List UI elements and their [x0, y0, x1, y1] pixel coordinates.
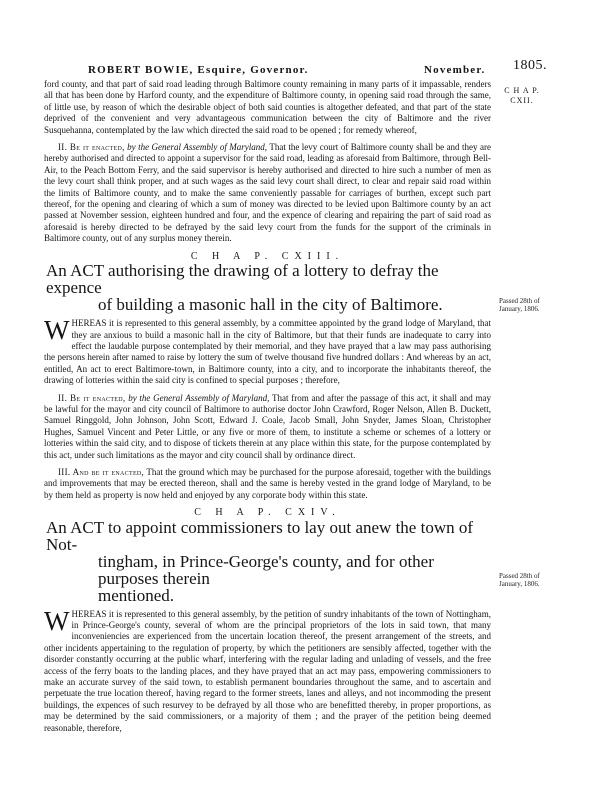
section-lead: II. Be it enacted, [58, 392, 126, 403]
header-month: November. [424, 64, 486, 76]
running-title: ROBERT BOWIE, Esquire, Governor. [88, 64, 309, 76]
section-authority: by the General Assembly of Maryland, [128, 392, 270, 403]
chap112-section-2 [44, 142, 491, 245]
chap113-section-3 [44, 467, 491, 501]
chap112-continuation: ford county, and that part of said road leading through Baltimore county remaining in many parts of it impassable, renders all that has been done by Harford county, and the expenditure of Baltimore county, in opening said road through the same, of little use, by reason of which the desirable object of both said counties is altogether defeated, and that part of the state deprived of the convenient and very advantageous communication between the city of Baltimore and the river Susquehanna, contemplated by the law which directed the said road to be opened ; for remedy whereof, [44, 79, 491, 135]
preamble-text: HEREAS it is represented to this general assembly, by the petition of sundry inhabitants of the town of Nottingham, in Prince-George's county, several of whom are the principal proprietors of the lots in said town, that many inconveniencies are experienced from the uncertain location thereof, the present arrangement of the streets, and other incidents appertaining to the regulation of property, by which the petitioners are sensibly affected, together with the disorder constantly occurring at the public wharf, interfering with the regular lading and unlading of vessels, and the free access of the ferry boats to the landing places, and they have prayed that an act may pass, empowering commissioners to make an accurate survey of the said town, to establish permanent boundaries throughout the same, and to ascertain and perpetuate the true location thereof, having regard to the former streets, lanes and alleys, and not incommoding the present buildings, the expences of such resurvey to be defrayed by all those who are benefitted thereby, in proper proportions, as may be determined by the said commissioners, or a majority of them ; and the prayer of the petition being deemed reasonable, therefore, [44, 608, 491, 733]
drop-cap: W [44, 605, 70, 636]
margin-chap-word: C H A P. [504, 86, 540, 95]
margin-note-passed-1: Passed 28th of January, 1806. [499, 297, 540, 313]
body-text-column [44, 79, 491, 740]
chap114-title-line-1: An ACT to appoint commissioners to lay out anew the town of Not- [46, 517, 474, 554]
section-text: That the levy court of Baltimore county shall be and they are hereby authorised and directed to appoint a supervisor for the said road, leading as aforesaid from Baltimore, through Bell-Air, to the Peach Bottom Ferry, and the said supervisor is hereby authorised and directed to hire such a number of men as the levy court shall think proper, and at such wages as the said levy court shall direct, to clear and repair said road within the limits of Baltimore county, and to make the same conveniently passable for carriages of burthen, except such part thereof, for the opening and clearing of which a sum of money was directed to be levied upon Baltimore county by an act passed at November session, eighteen hundred and four, and the expence of clearing and repairing the part of said road as aforesaid is hereby directed to be defrayed by the said levy court from the funds for the support of the criminals in Baltimore county, out of any surplus money therein. [44, 142, 491, 244]
preamble-text: HEREAS it is represented to this general assembly, by a committee appointed by the grand lodge of Maryland, that they are anxious to build a masonic hall in the city of Baltimore, but that their funds are inadequate to carry into effect the laudable purpose contemplated by their memorial, and they have prayed that a law may pass authorising the persons herein after named to raise by lottery the sum of twelve thousand five hundred dollars : And whereas by an act, entitled, An act to erect Baltimore-town, in Baltimore county, into a city, and to incorporate the inhabitants thereof, the drawing of lotteries within the said city is confined to special purposes ; therefore, [44, 318, 491, 386]
chap114-preamble [44, 605, 491, 734]
header-year: 1805. [513, 58, 547, 73]
chap113-section-2 [44, 393, 491, 461]
chap114-title-line-2: tingham, in Prince-George's county, and for other purposes therein [98, 551, 434, 588]
margin-note-passed-2: Passed 28th of January, 1806. [499, 572, 540, 588]
section-text: That the ground which may be purchased for the purpose aforesaid, together with the buildings and improvements that may be erected thereon, shall and the same is hereby vested in the grand lodge of Maryland, to be by them held as property is now held and enjoyed by any corporate body within this state. [44, 466, 491, 500]
section-lead: II. Be it enacted, [58, 142, 125, 153]
chap113-title-line-2: of building a masonic hall in the city of Baltimore. [98, 295, 443, 315]
chap113-heading: C H A P. CXIII. [190, 250, 345, 262]
margin-chapter-label [497, 86, 547, 106]
chap114-title [44, 519, 491, 604]
margin-chap-number: CXII. [510, 96, 534, 105]
section-lead: III. And be it enacted, [58, 466, 145, 477]
section-text: That from and after the passage of this act, it shall and may be lawful for the mayor and city council of Baltimore to authorise doctor John Crawford, Roger Nelson, Allen B. Duckett, Samuel Ringgold, John Johnson, John Scott, Edward J. Coale, Jacob Small, John Snyder, James Sloan, Christopher Hughes, Samuel Vincent and Peter Little, or any five or more of them, to institute a scheme or schemes of a lottery or lotteries within the said city, and to dispose of tickets therein at any place within this state, for the purpose contemplated by this act, under such limitations as the mayor and city council shall by ordinance direct. [44, 392, 491, 460]
chap114-title-line-3: mentioned. [98, 585, 175, 605]
chap113-preamble [44, 315, 491, 386]
chap114-heading: C H A P. CXIV. [194, 507, 341, 519]
chap113-title [44, 262, 491, 313]
running-header [88, 58, 548, 78]
drop-cap: W [44, 315, 70, 346]
section-authority: by the General Assembly of Maryland, [127, 142, 268, 153]
chap113-title-line-1: An ACT authorising the drawing of a lottery to defray the expence [46, 261, 439, 298]
